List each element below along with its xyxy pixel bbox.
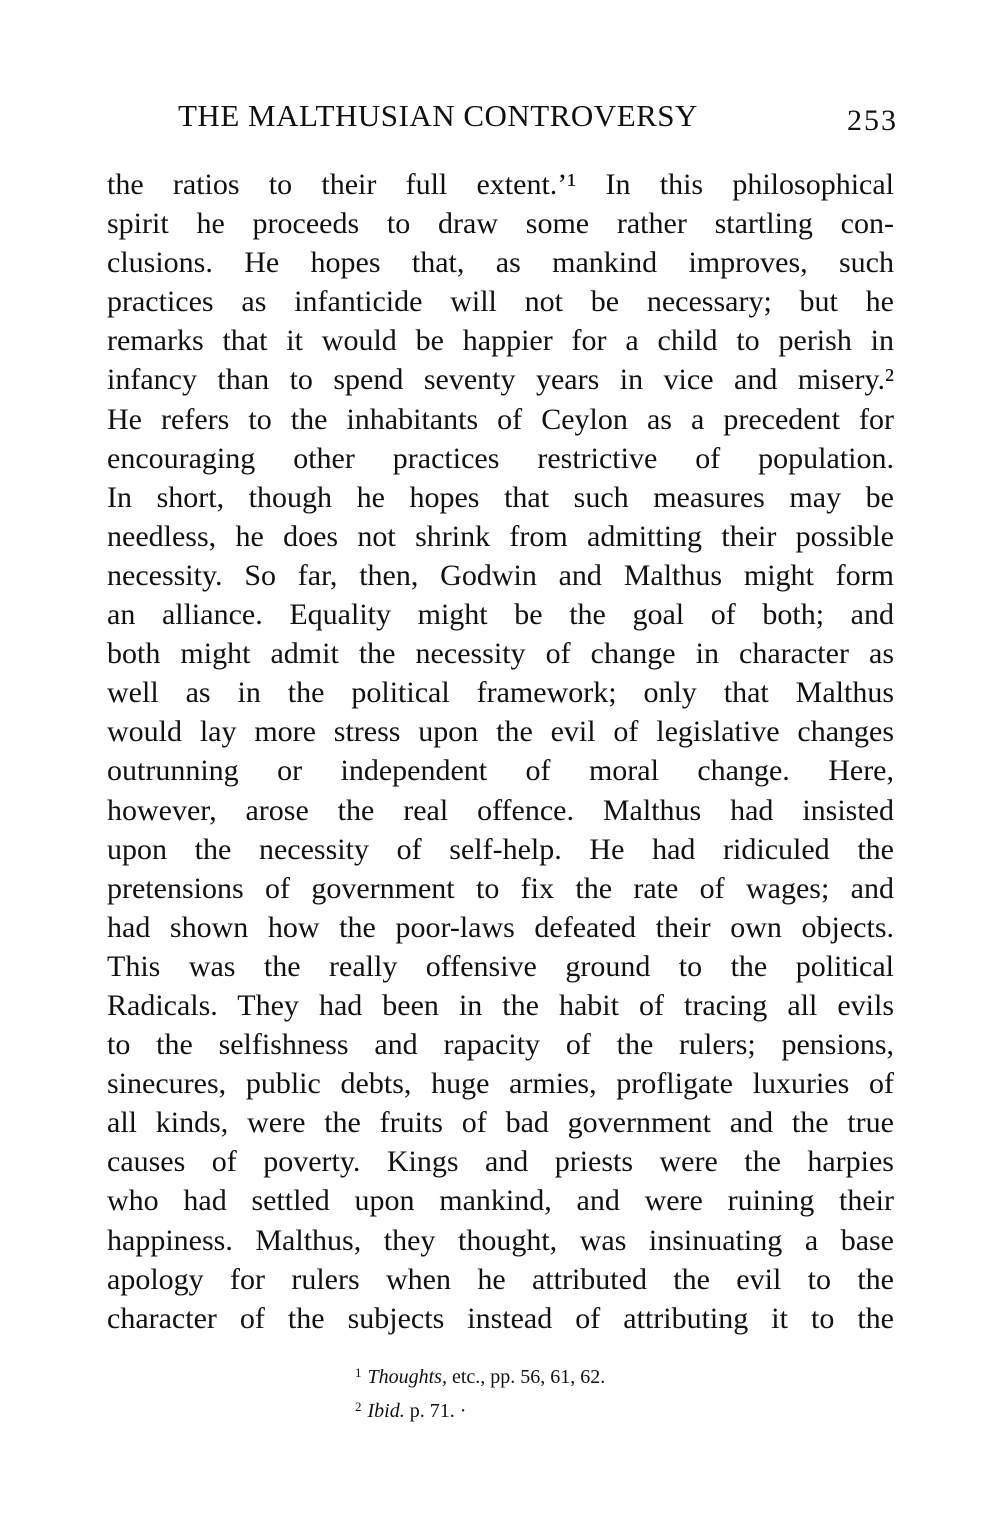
text-line: however, arose the real offence. Malthus had insisted (107, 793, 894, 827)
footnote-text: p. 71. · (409, 1400, 467, 1422)
text-line: an alliance. Equality might be the goal of both; and (107, 598, 894, 632)
text-line: all kinds, were the fruits of bad government and the true (107, 1106, 894, 1140)
text-line: happiness. Malthus, they thought, was insinuating a base (107, 1223, 894, 1257)
text-line: would lay more stress upon the evil of legislative changes (107, 715, 894, 749)
text-line: upon the necessity of self-help. He had ridiculed the (107, 832, 894, 866)
text-line: encouraging other practices restrictive of population. (107, 441, 894, 475)
footnote-title: Thoughts, (367, 1366, 447, 1388)
text-line: practices as infanticide will not be necessary; but he (107, 285, 894, 319)
text-line: had shown how the poor-laws defeated their own objects. (107, 910, 894, 944)
footnote-1 (355, 1358, 605, 1392)
text-line: who had settled upon mankind, and were ruining their (107, 1184, 894, 1218)
text-line: apology for rulers when he attributed the evil to the (107, 1262, 894, 1296)
text-line: remarks that it would be happier for a child to perish in (107, 324, 894, 358)
text-line: infancy than to spend seventy years in vice and misery.² (107, 363, 894, 397)
text-line: sinecures, public debts, huge armies, profligate luxuries of (107, 1067, 894, 1101)
footnote-title: Ibid. (367, 1400, 405, 1422)
running-title: THE MALTHUSIAN CONTROVERSY (178, 98, 698, 133)
text-line: necessity. So far, then, Godwin and Malthus might form (107, 558, 894, 592)
footnote-mark: 1 (355, 1365, 362, 1380)
text-line: needless, he does not shrink from admitting their possible (107, 519, 894, 553)
text-line: clusions. He hopes that, as mankind improves, such (107, 246, 894, 280)
page-number: 253 (847, 104, 898, 137)
text-line: pretensions of government to fix the rate of wages; and (107, 871, 894, 905)
text-line: outrunning or independent of moral change. Here, (107, 754, 894, 788)
footnote-mark: 2 (355, 1399, 362, 1414)
text-line: Radicals. They had been in the habit of tracing all evils (107, 988, 894, 1022)
text-line: He refers to the inhabitants of Ceylon as a precedent for (107, 402, 894, 436)
text-line: the ratios to their full extent.’¹ In this philosophical (107, 168, 894, 201)
text-line: causes of poverty. Kings and priests were the harpies (107, 1145, 894, 1179)
footnotes (355, 1358, 605, 1426)
body-text (107, 165, 894, 1338)
text-line: character of the subjects instead of attributing it to the (107, 1301, 894, 1335)
text-line: both might admit the necessity of change in character as (107, 637, 894, 671)
text-line: well as in the political framework; only that Malthus (107, 676, 894, 710)
text-line: In short, though he hopes that such measures may be (107, 480, 894, 514)
footnote-text: etc., pp. 56, 61, 62. (451, 1366, 606, 1388)
text-line: spirit he proceeds to draw some rather startling con- (107, 207, 894, 241)
footnote-2 (355, 1392, 605, 1426)
text-line: This was the really offensive ground to the political (107, 949, 894, 983)
text-line: to the selfishness and rapacity of the rulers; pensions, (107, 1028, 894, 1062)
